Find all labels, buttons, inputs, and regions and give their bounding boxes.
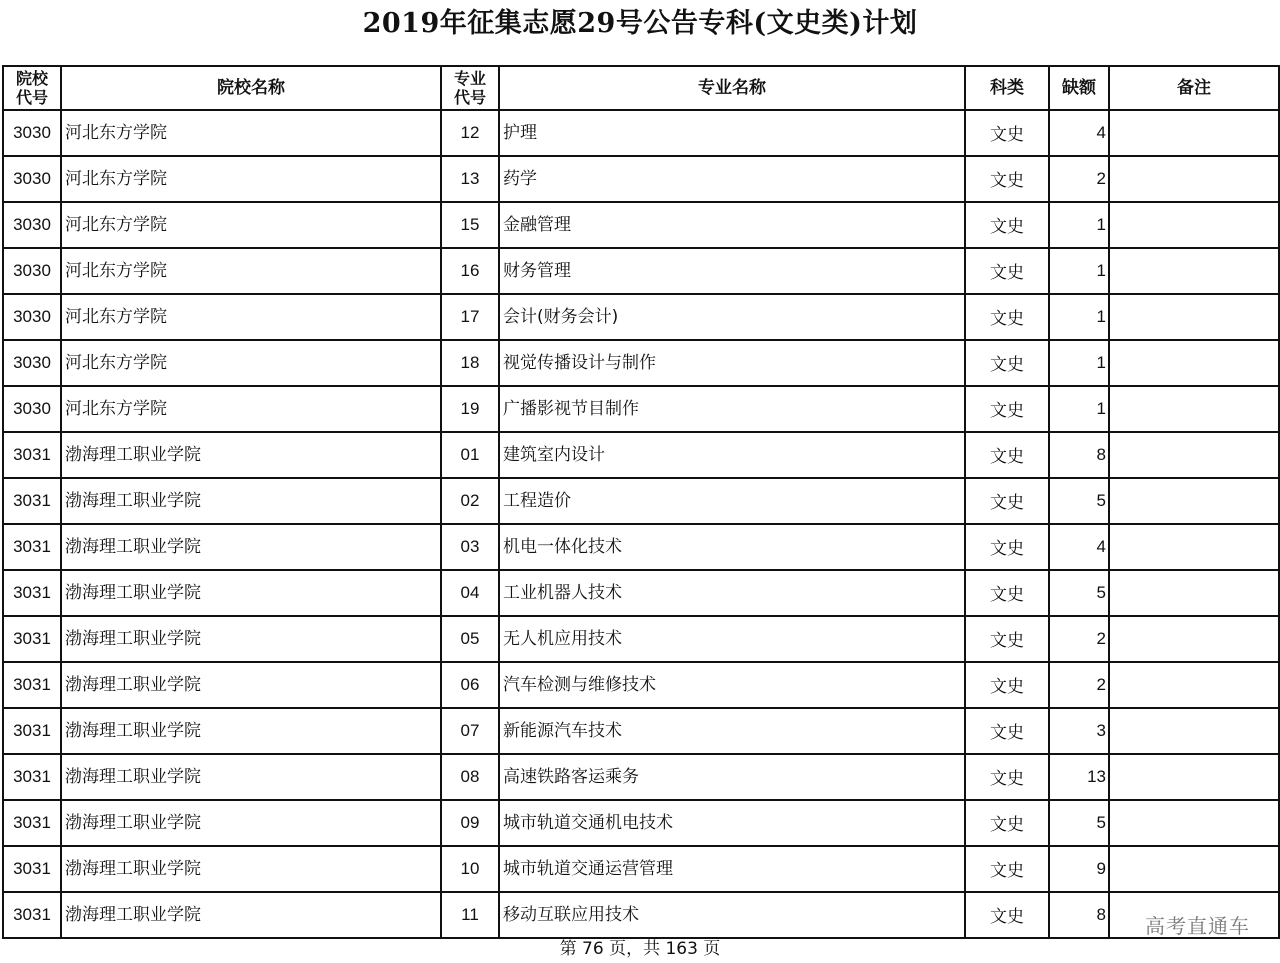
table-row <box>3 892 1279 938</box>
cell-school-name: 河北东方学院 <box>61 110 441 156</box>
cell-school-code: 3030 <box>3 294 61 340</box>
cell-major-code: 05 <box>441 616 499 662</box>
cell-category: 文史 <box>965 340 1049 386</box>
cell-major-name: 高速铁路客运乘务 <box>499 754 965 800</box>
page-footer: 第 76 页，共 163 页 <box>559 939 721 959</box>
cell-school-code: 3031 <box>3 478 61 524</box>
table-row <box>3 846 1279 892</box>
cell-category: 文史 <box>965 248 1049 294</box>
header-school-code <box>3 66 61 110</box>
cell-notes <box>1109 340 1279 386</box>
cell-vacancies: 5 <box>1049 478 1109 524</box>
table-row <box>3 708 1279 754</box>
cell-school-name: 渤海理工职业学院 <box>61 846 441 892</box>
header-school-code-line1: 院校 <box>15 69 48 88</box>
cell-school-code: 3031 <box>3 662 61 708</box>
cell-vacancies: 3 <box>1049 708 1109 754</box>
cell-category: 文史 <box>965 754 1049 800</box>
cell-major-name: 广播影视节目制作 <box>499 386 965 432</box>
cell-vacancies: 9 <box>1049 846 1109 892</box>
cell-major-code: 16 <box>441 248 499 294</box>
cell-school-name: 渤海理工职业学院 <box>61 892 441 938</box>
cell-category: 文史 <box>965 294 1049 340</box>
cell-major-name: 金融管理 <box>499 202 965 248</box>
cell-major-name: 城市轨道交通运营管理 <box>499 846 965 892</box>
cell-notes <box>1109 800 1279 846</box>
cell-major-code: 08 <box>441 754 499 800</box>
cell-vacancies: 8 <box>1049 892 1109 938</box>
cell-vacancies: 4 <box>1049 524 1109 570</box>
table-row <box>3 478 1279 524</box>
cell-major-code: 04 <box>441 570 499 616</box>
cell-major-name: 城市轨道交通机电技术 <box>499 800 965 846</box>
cell-school-name: 河北东方学院 <box>61 386 441 432</box>
cell-major-code: 10 <box>441 846 499 892</box>
cell-school-name: 渤海理工职业学院 <box>61 432 441 478</box>
cell-notes <box>1109 524 1279 570</box>
table-row <box>3 662 1279 708</box>
table-row <box>3 156 1279 202</box>
cell-category: 文史 <box>965 524 1049 570</box>
plan-table <box>2 65 1280 939</box>
cell-major-code: 06 <box>441 662 499 708</box>
cell-notes <box>1109 570 1279 616</box>
cell-category: 文史 <box>965 478 1049 524</box>
table-row <box>3 110 1279 156</box>
cell-vacancies: 5 <box>1049 570 1109 616</box>
cell-major-code: 12 <box>441 110 499 156</box>
watermark: 高考直通车 <box>1145 914 1250 938</box>
header-vacancies: 缺额 <box>1049 66 1109 110</box>
page-title: 2019年征集志愿29号公告专科(文史类)计划 <box>362 8 918 39</box>
cell-school-code: 3031 <box>3 524 61 570</box>
cell-vacancies: 2 <box>1049 156 1109 202</box>
cell-school-name: 渤海理工职业学院 <box>61 800 441 846</box>
cell-category: 文史 <box>965 156 1049 202</box>
table-row <box>3 294 1279 340</box>
header-major-code-line2: 代号 <box>453 88 486 107</box>
cell-major-name: 工程造价 <box>499 478 965 524</box>
cell-school-code: 3031 <box>3 892 61 938</box>
header-major-code-line1: 专业 <box>453 69 486 88</box>
table-row <box>3 570 1279 616</box>
cell-notes <box>1109 386 1279 432</box>
header-major-name: 专业名称 <box>499 66 965 110</box>
cell-notes <box>1109 754 1279 800</box>
cell-school-code: 3031 <box>3 800 61 846</box>
cell-school-name: 渤海理工职业学院 <box>61 524 441 570</box>
header-school-code-line2: 代号 <box>15 88 48 107</box>
cell-notes <box>1109 708 1279 754</box>
cell-major-name: 财务管理 <box>499 248 965 294</box>
cell-school-name: 渤海理工职业学院 <box>61 754 441 800</box>
cell-major-code: 02 <box>441 478 499 524</box>
header-major-code <box>441 66 499 110</box>
table-row <box>3 616 1279 662</box>
table-row <box>3 386 1279 432</box>
cell-category: 文史 <box>965 892 1049 938</box>
cell-category: 文史 <box>965 386 1049 432</box>
cell-school-code: 3030 <box>3 202 61 248</box>
table-row <box>3 340 1279 386</box>
cell-notes <box>1109 202 1279 248</box>
cell-notes <box>1109 478 1279 524</box>
cell-notes <box>1109 662 1279 708</box>
cell-category: 文史 <box>965 616 1049 662</box>
cell-vacancies: 1 <box>1049 294 1109 340</box>
cell-major-name: 护理 <box>499 110 965 156</box>
cell-category: 文史 <box>965 570 1049 616</box>
cell-school-code: 3031 <box>3 432 61 478</box>
table-row <box>3 432 1279 478</box>
table-row <box>3 800 1279 846</box>
cell-category: 文史 <box>965 110 1049 156</box>
cell-notes <box>1109 294 1279 340</box>
cell-major-code: 15 <box>441 202 499 248</box>
cell-school-code: 3030 <box>3 110 61 156</box>
cell-vacancies: 1 <box>1049 202 1109 248</box>
cell-school-name: 河北东方学院 <box>61 294 441 340</box>
cell-vacancies: 2 <box>1049 662 1109 708</box>
cell-school-name: 渤海理工职业学院 <box>61 662 441 708</box>
cell-school-name: 河北东方学院 <box>61 248 441 294</box>
cell-school-name: 渤海理工职业学院 <box>61 570 441 616</box>
cell-school-code: 3030 <box>3 248 61 294</box>
table-header-row <box>3 66 1279 110</box>
cell-category: 文史 <box>965 800 1049 846</box>
cell-notes <box>1109 248 1279 294</box>
cell-vacancies: 8 <box>1049 432 1109 478</box>
cell-vacancies: 5 <box>1049 800 1109 846</box>
cell-school-code: 3031 <box>3 616 61 662</box>
cell-major-name: 新能源汽车技术 <box>499 708 965 754</box>
table-row <box>3 524 1279 570</box>
cell-major-name: 药学 <box>499 156 965 202</box>
cell-major-code: 07 <box>441 708 499 754</box>
table-row <box>3 754 1279 800</box>
cell-school-name: 河北东方学院 <box>61 156 441 202</box>
cell-school-code: 3031 <box>3 708 61 754</box>
cell-major-code: 18 <box>441 340 499 386</box>
cell-major-name: 建筑室内设计 <box>499 432 965 478</box>
cell-school-name: 渤海理工职业学院 <box>61 478 441 524</box>
cell-school-name: 渤海理工职业学院 <box>61 708 441 754</box>
table-row <box>3 202 1279 248</box>
cell-notes <box>1109 156 1279 202</box>
cell-major-name: 会计(财务会计) <box>499 294 965 340</box>
cell-school-code: 3031 <box>3 754 61 800</box>
cell-major-code: 19 <box>441 386 499 432</box>
cell-major-code: 01 <box>441 432 499 478</box>
cell-school-code: 3031 <box>3 570 61 616</box>
cell-notes <box>1109 432 1279 478</box>
cell-school-name: 河北东方学院 <box>61 202 441 248</box>
cell-vacancies: 1 <box>1049 248 1109 294</box>
cell-vacancies: 2 <box>1049 616 1109 662</box>
cell-major-name: 工业机器人技术 <box>499 570 965 616</box>
header-notes: 备注 <box>1109 66 1279 110</box>
cell-category: 文史 <box>965 708 1049 754</box>
header-category: 科类 <box>965 66 1049 110</box>
cell-category: 文史 <box>965 432 1049 478</box>
cell-major-name: 视觉传播设计与制作 <box>499 340 965 386</box>
table-body <box>3 110 1279 938</box>
cell-vacancies: 13 <box>1049 754 1109 800</box>
cell-major-name: 移动互联应用技术 <box>499 892 965 938</box>
cell-major-code: 11 <box>441 892 499 938</box>
cell-category: 文史 <box>965 662 1049 708</box>
cell-vacancies: 4 <box>1049 110 1109 156</box>
cell-major-name: 无人机应用技术 <box>499 616 965 662</box>
table-row <box>3 248 1279 294</box>
cell-major-name: 机电一体化技术 <box>499 524 965 570</box>
cell-major-code: 03 <box>441 524 499 570</box>
cell-major-name: 汽车检测与维修技术 <box>499 662 965 708</box>
cell-major-code: 17 <box>441 294 499 340</box>
cell-notes <box>1109 846 1279 892</box>
cell-school-name: 渤海理工职业学院 <box>61 616 441 662</box>
cell-vacancies: 1 <box>1049 386 1109 432</box>
cell-category: 文史 <box>965 846 1049 892</box>
header-school-name: 院校名称 <box>61 66 441 110</box>
cell-school-code: 3031 <box>3 846 61 892</box>
cell-notes <box>1109 616 1279 662</box>
cell-school-code: 3030 <box>3 386 61 432</box>
cell-notes <box>1109 110 1279 156</box>
cell-category: 文史 <box>965 202 1049 248</box>
cell-school-code: 3030 <box>3 340 61 386</box>
cell-school-code: 3030 <box>3 156 61 202</box>
cell-vacancies: 1 <box>1049 340 1109 386</box>
cell-school-name: 河北东方学院 <box>61 340 441 386</box>
cell-major-code: 13 <box>441 156 499 202</box>
cell-major-code: 09 <box>441 800 499 846</box>
